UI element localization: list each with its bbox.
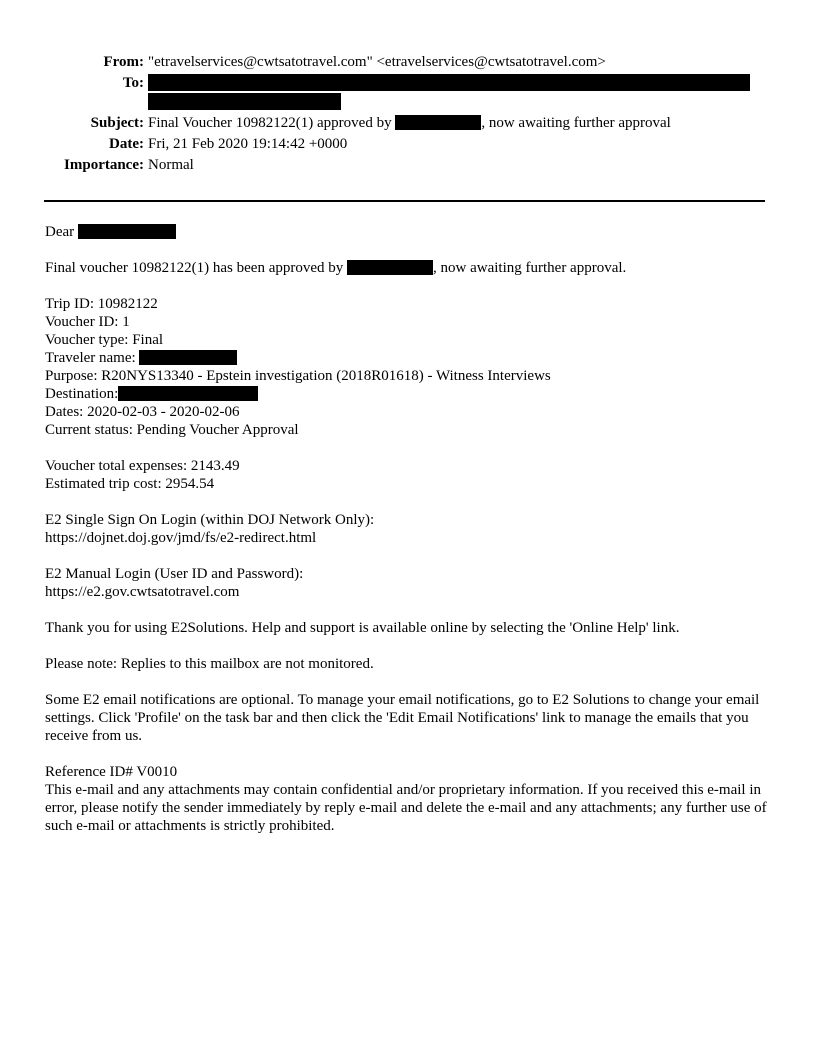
to-label: To:: [122, 75, 144, 91]
approval-text-2: , now awaiting further approval.: [433, 260, 627, 276]
manual-login: [45, 565, 771, 601]
to-row: [0, 74, 816, 114]
traveler-name-label: Traveler name:: [45, 350, 136, 366]
subject-value: [148, 114, 671, 132]
sso-label: E2 Single Sign On Login (within DOJ Network Only):: [45, 512, 375, 528]
email-body: [45, 223, 771, 853]
disclaimer: This e-mail and any attachments may contain confidential and/or proprietary information. If you received this e-mail in error, please notify the sender immediately by reply e-mail and delete the e-mail and any attachments; any further use of such e-mail or attachments is strictly prohibited.: [45, 782, 767, 834]
importance-label: Importance:: [64, 157, 144, 173]
trip-details: [45, 295, 771, 439]
date-label: Date:: [109, 136, 144, 152]
from-value: "etravelservices@cwtsatotravel.com" <etravelservices@cwtsatotravel.com>: [148, 54, 606, 70]
sso-url[interactable]: https://dojnet.doj.gov/jmd/fs/e2-redirect.html: [45, 530, 317, 546]
destination-redaction: [118, 386, 258, 401]
importance-value: Normal: [148, 157, 194, 173]
purpose: Purpose: R20NYS13340 - Epstein investigation (2018R01618) - Witness Interviews: [45, 368, 551, 384]
approval-paragraph: [45, 259, 771, 277]
total-expenses: Voucher total expenses: 2143.49: [45, 458, 240, 474]
sso-login: [45, 511, 771, 547]
subject-row: [0, 114, 816, 135]
current-status: Current status: Pending Voucher Approval: [45, 422, 299, 438]
greeting-paragraph: [45, 223, 771, 241]
trip-id: Trip ID: 10982122: [45, 296, 158, 312]
to-redaction-1: [148, 74, 750, 91]
recipient-redaction: [78, 224, 176, 239]
to-redaction-2: [148, 93, 341, 110]
subject-label: Subject:: [90, 115, 144, 131]
date-row: [0, 135, 816, 156]
subject-text-2: , now awaiting further approval: [481, 115, 671, 131]
voucher-id: Voucher ID: 1: [45, 314, 130, 330]
manual-label: E2 Manual Login (User ID and Password):: [45, 566, 304, 582]
approver-redaction: [347, 260, 433, 275]
from-row: [0, 53, 816, 74]
approval-text-1: Final voucher 10982122(1) has been approved by: [45, 260, 344, 276]
destination-line: [45, 385, 771, 403]
note-paragraph: Please note: Replies to this mailbox are not monitored.: [45, 656, 374, 672]
email-header: [0, 53, 816, 177]
voucher-type: Voucher type: Final: [45, 332, 164, 348]
estimated-cost: Estimated trip cost: 2954.54: [45, 476, 215, 492]
dates: Dates: 2020-02-03 - 2020-02-06: [45, 404, 240, 420]
destination-label: Destination:: [45, 386, 119, 402]
greeting-text: Dear: [45, 224, 75, 240]
subject-redaction: [395, 115, 481, 130]
reference-id: Reference ID# V0010: [45, 764, 178, 780]
reference-block: [45, 763, 771, 835]
subject-text-1: Final Voucher 10982122(1) approved by: [148, 115, 392, 131]
thanks-paragraph: Thank you for using E2Solutions. Help and support is available online by selecting the 'Online Help' link.: [45, 620, 680, 636]
traveler-name-redaction: [139, 350, 237, 365]
cost-details: [45, 457, 771, 493]
optional-notifications-paragraph: Some E2 email notifications are optional. To manage your email notifications, go to E2 Solutions to change your email settings. Click 'Profile' on the task bar and then click the 'Edit Email Notifications' link to manage the emails that you receive from us.: [45, 692, 760, 744]
from-label: From:: [103, 54, 144, 70]
importance-row: [0, 156, 816, 177]
date-value: Fri, 21 Feb 2020 19:14:42 +0000: [148, 136, 348, 152]
traveler-name-line: [45, 349, 771, 367]
manual-url[interactable]: https://e2.gov.cwtsatotravel.com: [45, 584, 240, 600]
header-divider: [44, 200, 765, 202]
